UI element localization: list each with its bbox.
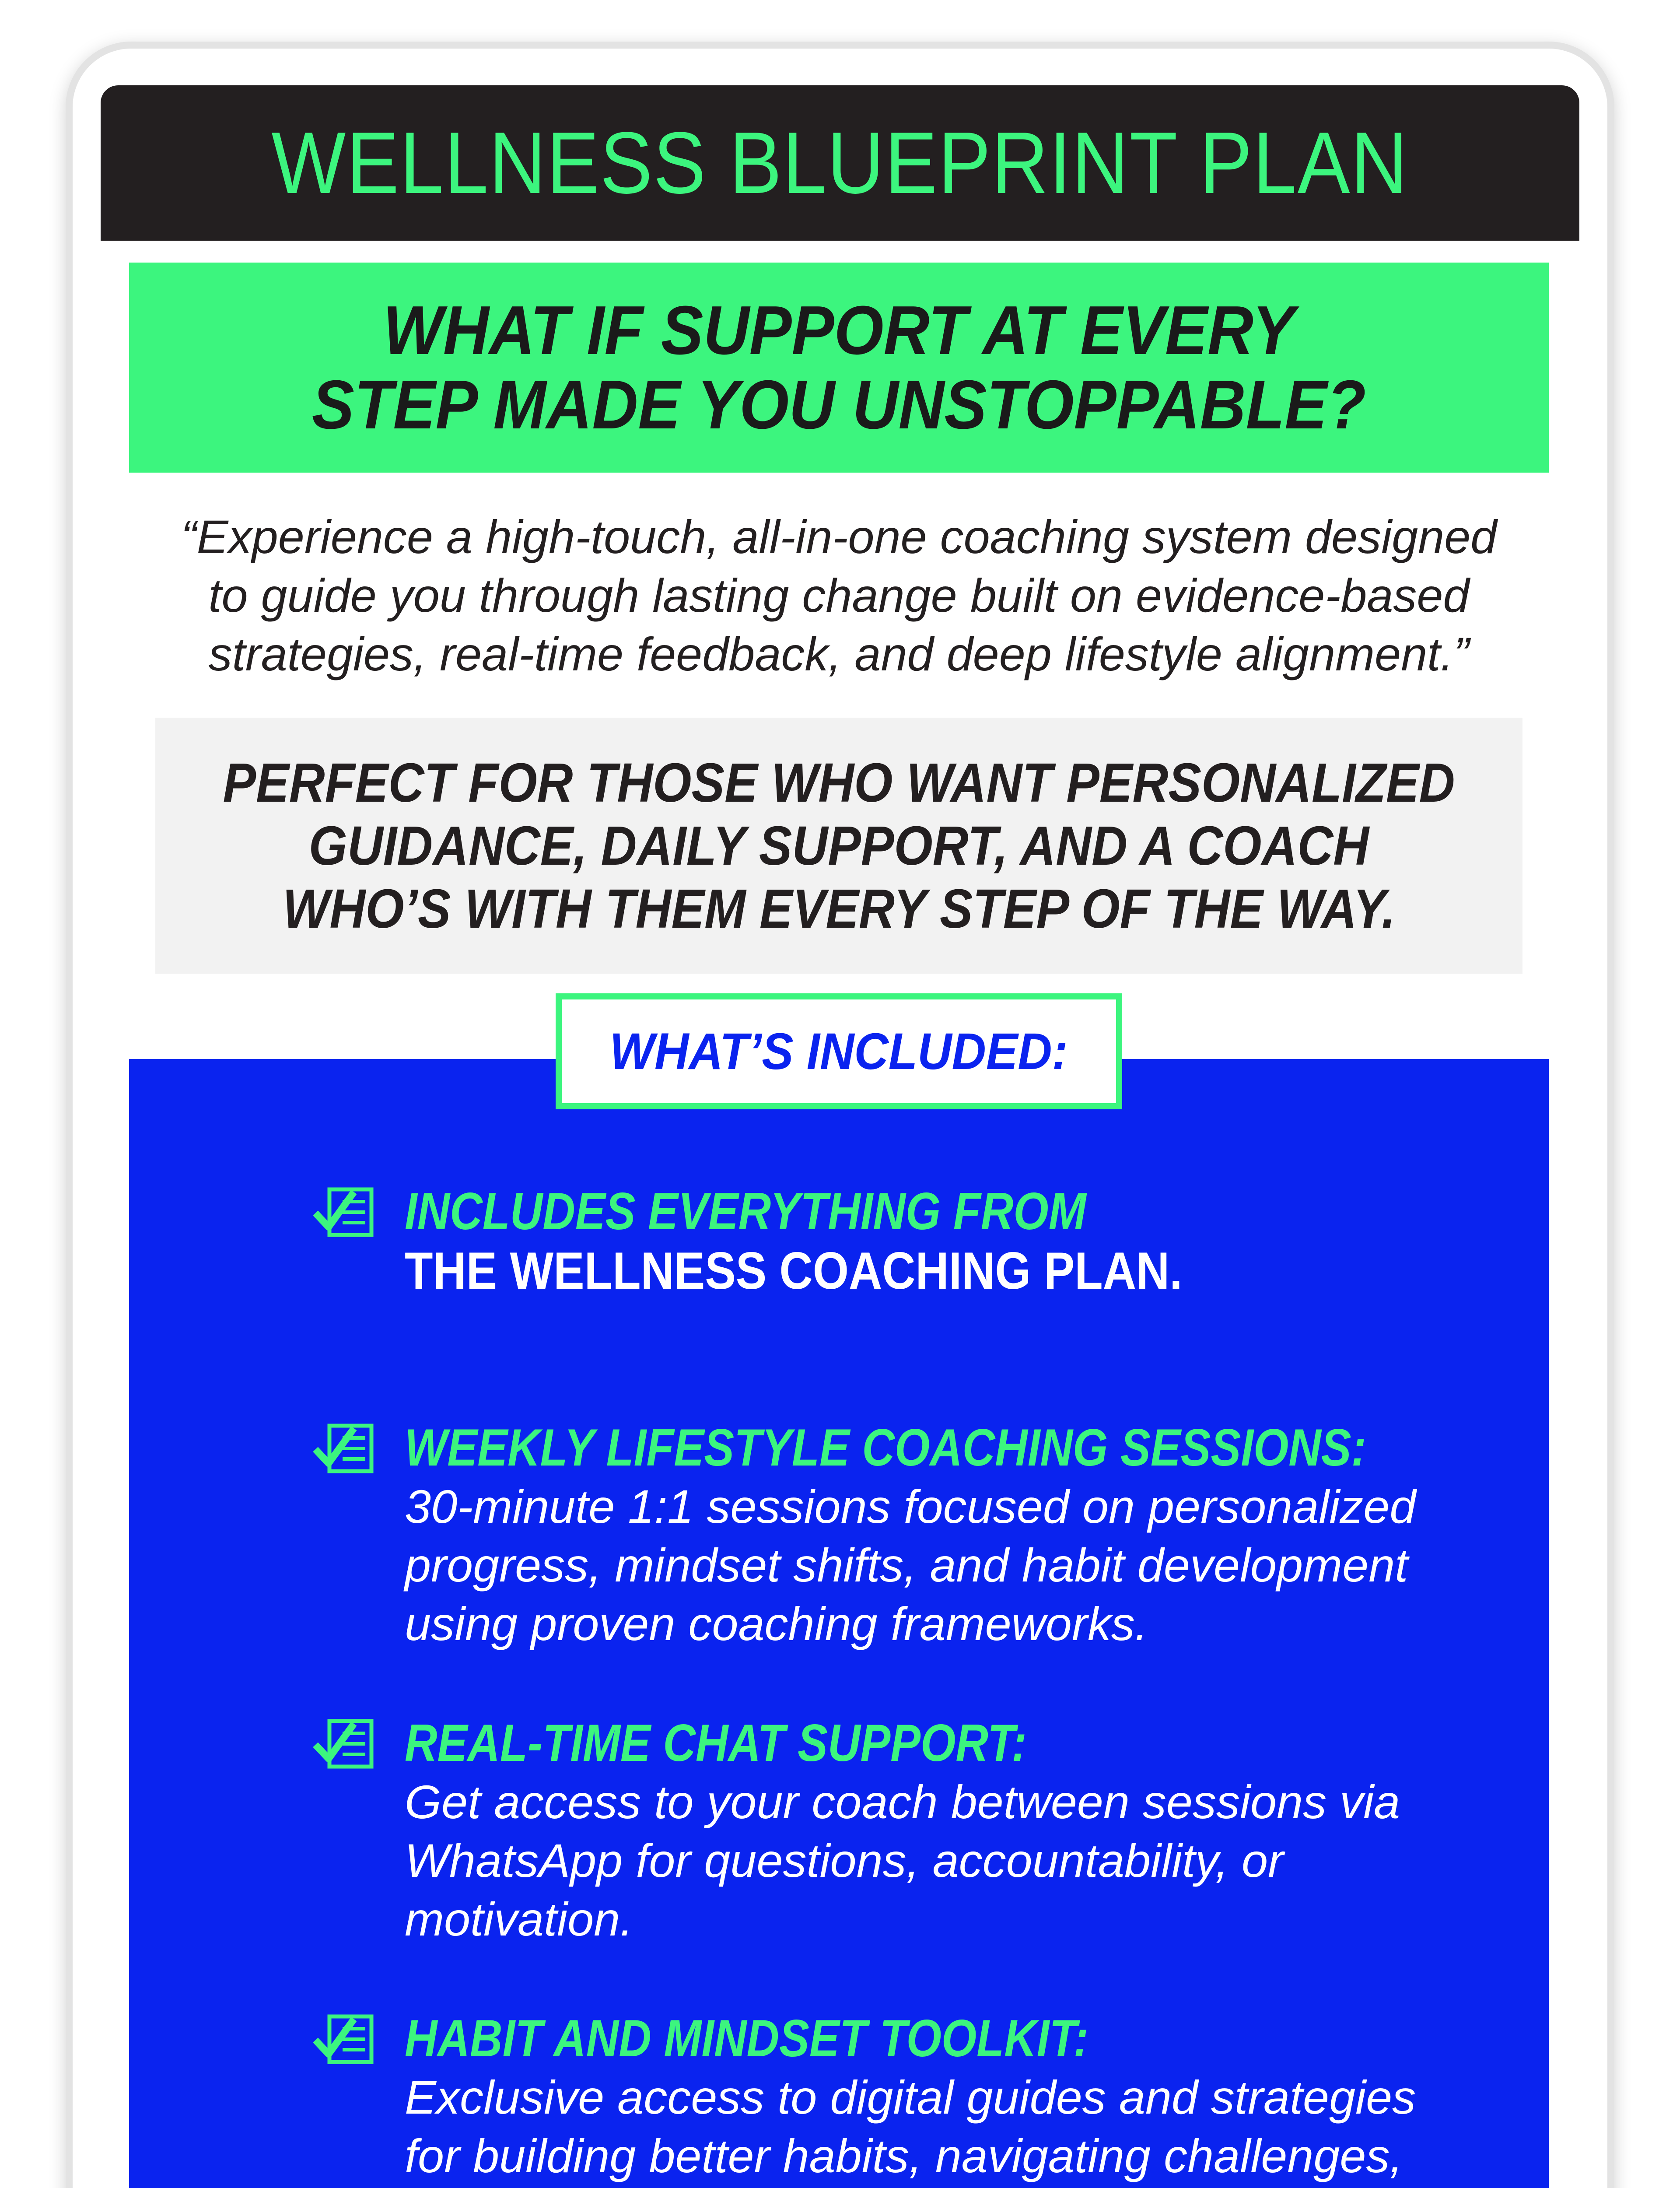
feature-title: HABIT AND MINDSET TOOLKIT: — [405, 2009, 1089, 2068]
plan-title: WELLNESS BLUEPRINT PLAN — [271, 114, 1409, 212]
checklist-icon — [312, 2011, 378, 2068]
perfect-for-line-1: PERFECT FOR THOSE WHO WANT PERSONALIZED — [223, 751, 1455, 813]
feature-desc-line — [405, 2185, 1520, 2188]
included-label: WHAT’S INCLUDED: — [609, 1022, 1068, 1080]
feature-subtitle: THE WELLNESS COACHING PLAN. — [405, 1241, 1183, 1300]
headline-line-2: STEP MADE YOU UNSTOPPABLE? — [312, 366, 1366, 443]
checklist-icon — [312, 1184, 378, 1241]
feature-desc-line: 30-minute 1:1 sessions focused on personalized — [405, 1480, 1416, 1533]
feature-desc-line: Exclusive access to digital guides and strategies — [405, 2071, 1416, 2124]
feature-title: INCLUDES EVERYTHING FROM — [405, 1182, 1086, 1241]
checklist-icon — [312, 1420, 378, 1477]
plan-quote — [129, 508, 1549, 684]
feature-title: WEEKLY LIFESTYLE COACHING SESSIONS: — [405, 1418, 1366, 1477]
quote-line-1: “Experience a high-touch, all-in-one coaching system designed — [181, 510, 1497, 563]
perfect-for-box — [155, 718, 1522, 974]
checklist-icon — [312, 1716, 378, 1773]
feature-desc-line: using proven coaching frameworks. — [405, 1597, 1148, 1650]
perfect-for-line-3: WHO’S WITH THEM EVERY STEP OF THE WAY. — [282, 877, 1396, 940]
headline-box — [129, 263, 1549, 473]
perfect-for-line-2: GUIDANCE, DAILY SUPPORT, AND A COACH — [308, 814, 1369, 877]
header-bar — [101, 85, 1579, 241]
feature-desc-line: Get access to your coach between sessions via — [405, 1775, 1400, 1828]
headline-line-1: WHAT IF SUPPORT AT EVERY — [383, 292, 1295, 369]
quote-line-3: strategies, real-time feedback, and deep lifestyle alignment.” — [208, 628, 1470, 680]
feature-desc-line: progress, mindset shifts, and habit development — [405, 1539, 1408, 1592]
feature-title: REAL-TIME CHAT SUPPORT: — [405, 1714, 1027, 1772]
included-tab — [556, 993, 1122, 1109]
feature-desc-line: for building better habits, navigating challenges, — [405, 2129, 1403, 2182]
quote-line-2: to guide you through lasting change built on evidence-based — [208, 569, 1470, 622]
feature-desc-line: motivation. — [405, 1893, 634, 1946]
feature-desc-line: WhatsApp for questions, accountability, or — [405, 1834, 1284, 1887]
